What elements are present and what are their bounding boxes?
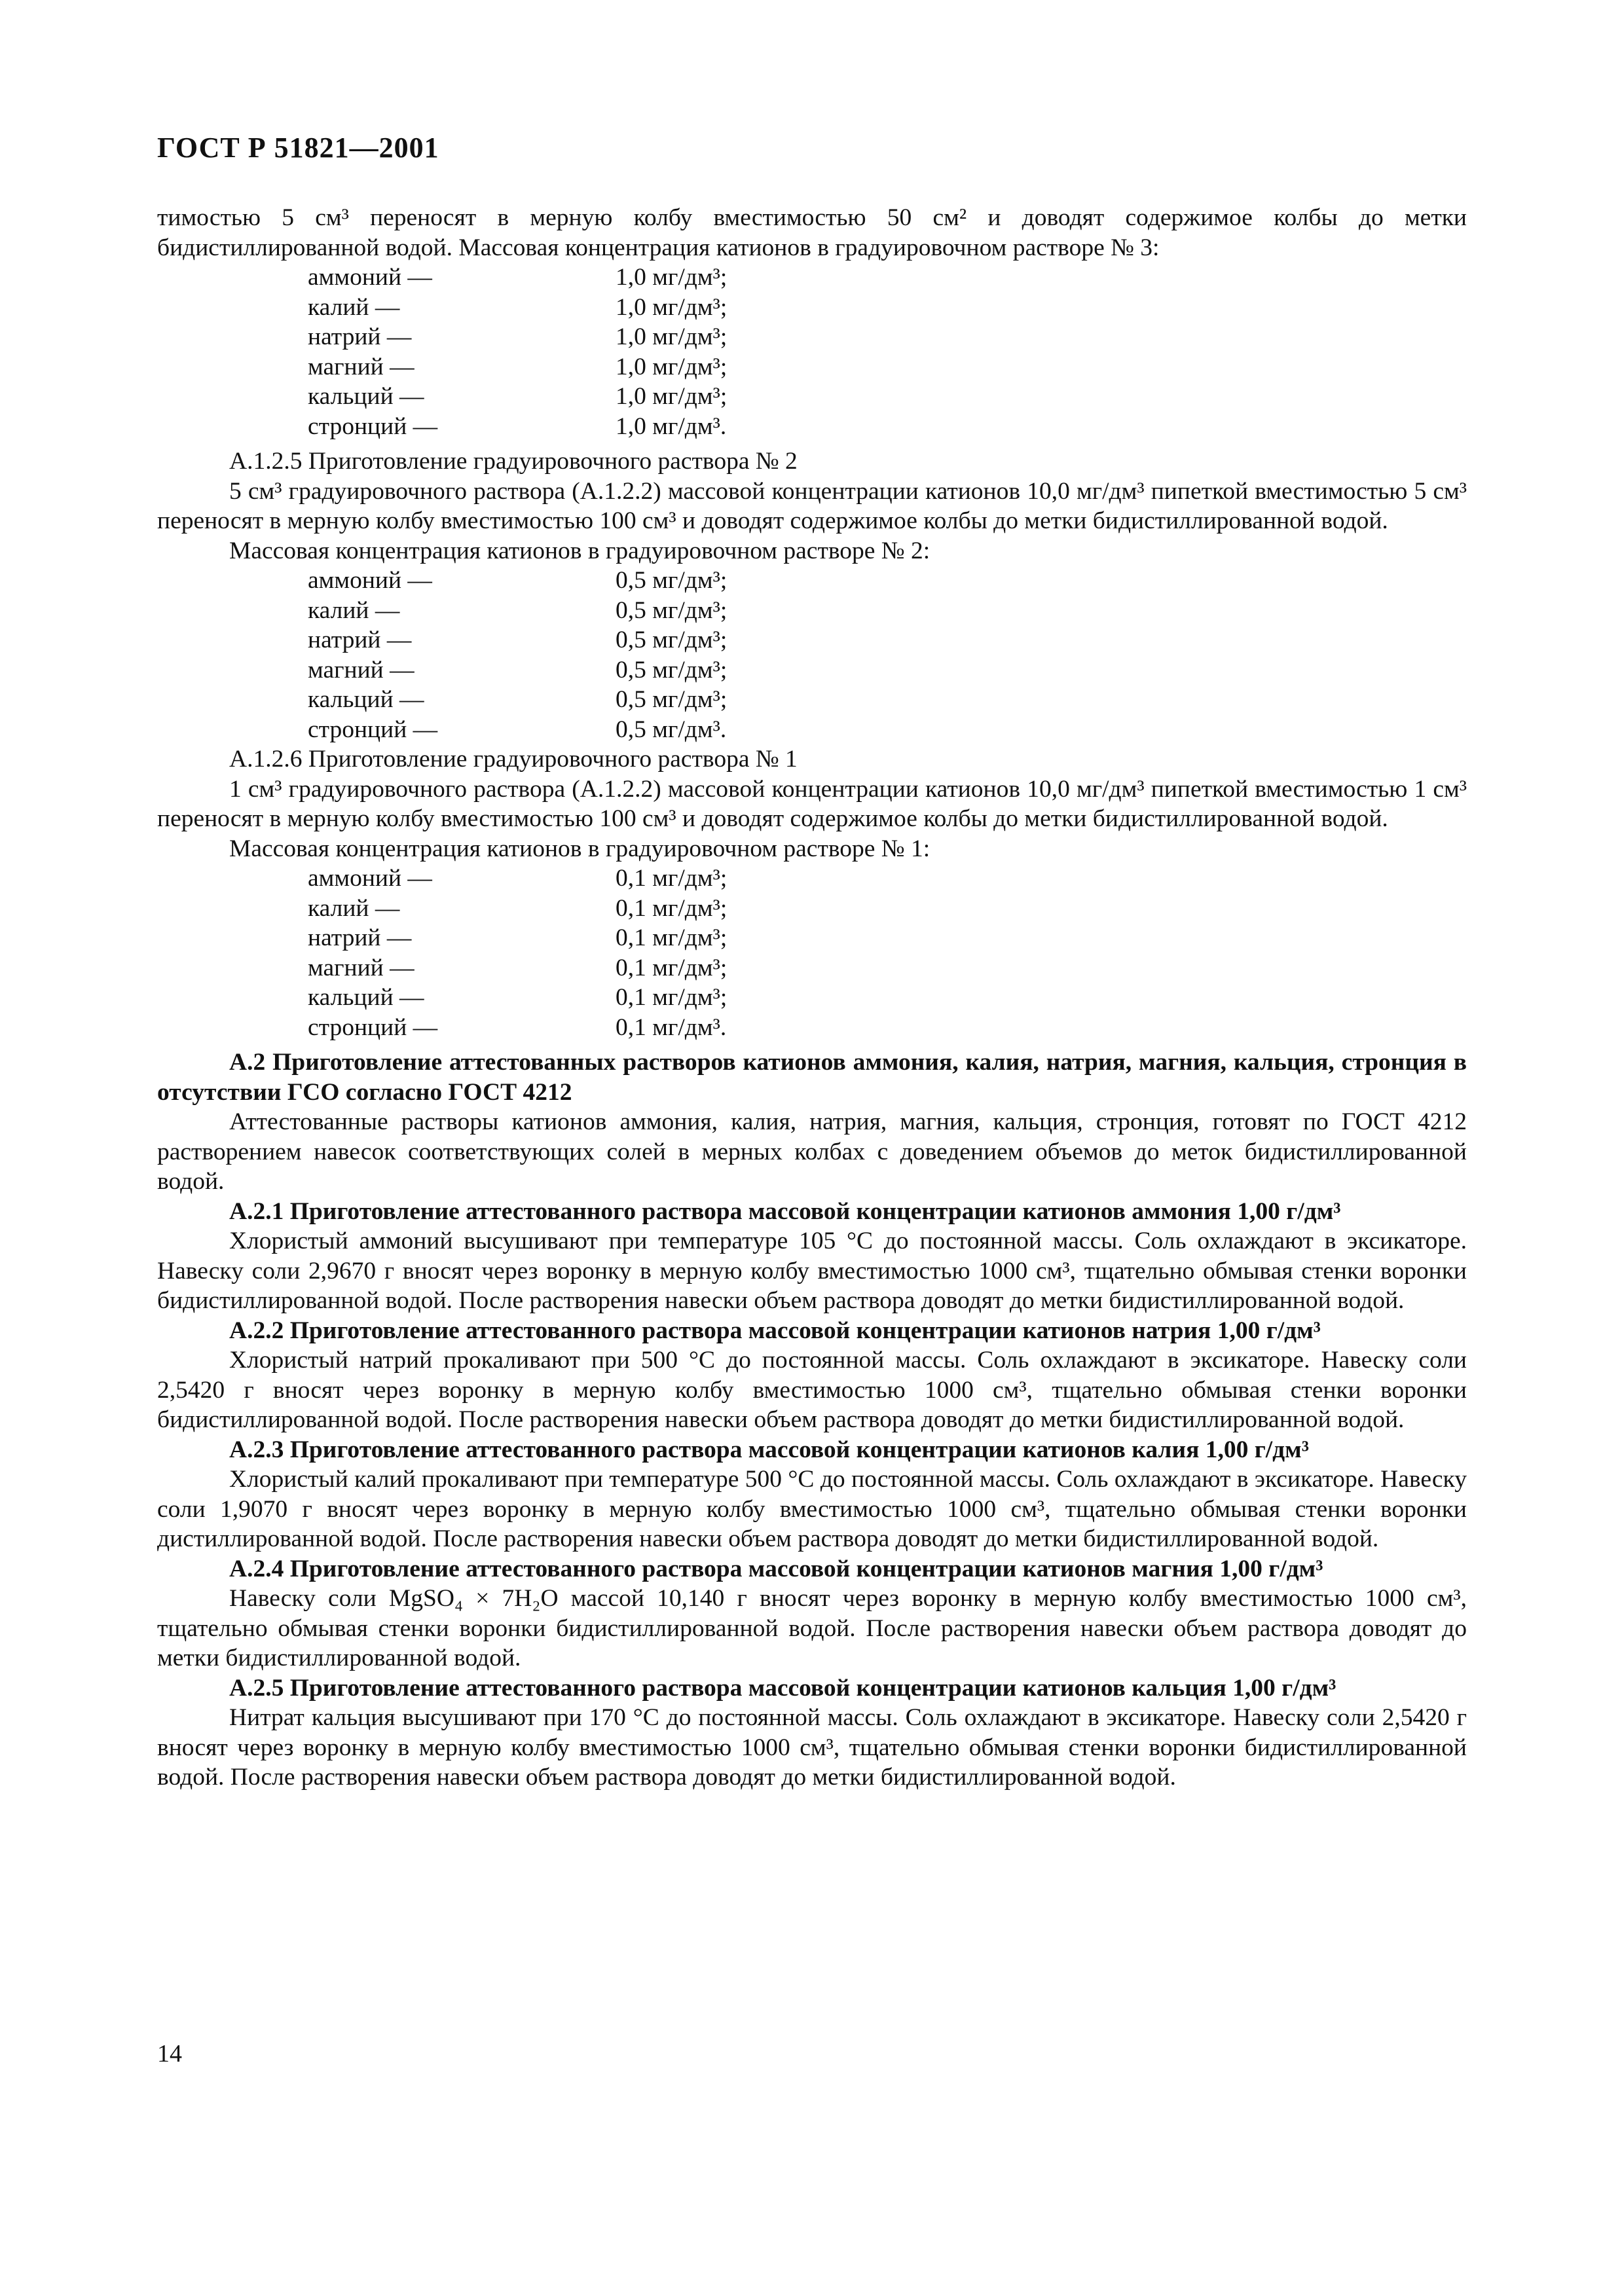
document-body — [157, 203, 1467, 1793]
section-heading-a25: А.2.5 Приготовление аттестованного раствора массовой концентрации катионов кальция 1,00 г/дм³ — [229, 1674, 1336, 1702]
list-item — [157, 864, 1467, 894]
list-item — [157, 596, 1467, 626]
section-heading-a2: А.2 Приготовление аттестованных растворов катионов аммония, калия, натрия, магния, кальция, стронция в отсутствии ГСО согласно ГОСТ 4212 — [157, 1049, 1467, 1106]
cation-value: 1,0 мг/дм³; — [616, 264, 728, 291]
cation-value: 0,1 мг/дм³; — [616, 894, 728, 922]
cation-value: 1,0 мг/дм³; — [616, 293, 728, 321]
cation-name: натрий — — [308, 627, 412, 653]
list-item — [157, 953, 1467, 983]
cation-name: аммоний — — [308, 567, 432, 594]
list-item — [157, 352, 1467, 382]
concentration-list-3 — [157, 263, 1467, 441]
cation-value: 0,1 мг/дм³. — [616, 1013, 727, 1041]
cation-value: 0,5 мг/дм³. — [616, 716, 727, 743]
section-paragraph: Хлористый натрий прокаливают при 500 °С до постоянной массы. Соль охлаждают в эксикаторе. Навеску соли 2,5420 г вносят через воронку в мерную колбу вместимостью 1000 см³, тщательно обмывая стенки воронки бидистиллированной водой. После растворения навески объем раствора доводят до метки бидистиллированной водой. — [157, 1347, 1467, 1433]
cation-value: 0,1 мг/дм³; — [616, 984, 728, 1011]
page-number: 14 — [157, 2040, 182, 2068]
cation-value: 0,5 мг/дм³; — [616, 567, 728, 594]
section-heading-a24: А.2.4 Приготовление аттестованного раствора массовой концентрации катионов магния 1,00 г/дм³ — [229, 1555, 1323, 1582]
cation-name: калий — — [308, 894, 400, 922]
cation-name: кальций — — [308, 383, 424, 410]
list-item — [157, 566, 1467, 596]
list-item — [157, 322, 1467, 352]
cation-name: магний — — [308, 656, 415, 683]
list-item — [157, 923, 1467, 953]
cation-name: аммоний — — [308, 264, 432, 291]
cation-value: 1,0 мг/дм³. — [616, 412, 727, 440]
cation-value: 0,1 мг/дм³; — [616, 954, 728, 981]
cation-value: 0,5 мг/дм³; — [616, 656, 728, 683]
cation-name: стронций — — [308, 716, 438, 743]
list-item — [157, 412, 1467, 442]
list-item — [157, 685, 1467, 715]
cation-value: 1,0 мг/дм³; — [616, 353, 728, 380]
cation-value: 1,0 мг/дм³; — [616, 323, 728, 350]
cation-name: аммоний — — [308, 865, 432, 892]
cation-name: кальций — — [308, 686, 424, 713]
cation-name: магний — — [308, 353, 415, 380]
section-heading: А.1.2.6 Приготовление градуировочного раствора № 1 — [229, 746, 798, 773]
concentration-caption: Массовая концентрация катионов в градуировочном растворе № 2: — [229, 537, 931, 564]
concentration-list-2 — [157, 566, 1467, 744]
section-heading-a23: А.2.3 Приготовление аттестованного раствора массовой концентрации катионов калия 1,00 г/дм³ — [229, 1436, 1309, 1463]
list-item — [157, 655, 1467, 685]
section-heading-a22: А.2.2 Приготовление аттестованного раствора массовой концентрации катионов натрия 1,00 г/дм³ — [229, 1317, 1321, 1344]
document-header: ГОСТ Р 51821—2001 — [157, 132, 439, 164]
list-item — [157, 293, 1467, 323]
list-item — [157, 625, 1467, 655]
section-heading: А.1.2.5 Приготовление градуировочного раствора № 2 — [229, 448, 798, 475]
list-item — [157, 983, 1467, 1013]
list-item — [157, 263, 1467, 293]
cation-name: кальций — — [308, 984, 424, 1011]
list-item — [157, 894, 1467, 924]
cation-name: стронций — — [308, 1013, 438, 1041]
section-heading-a21: А.2.1 Приготовление аттестованного раствора массовой концентрации катионов аммония 1,00 г/дм³ — [229, 1197, 1341, 1225]
cation-name: калий — — [308, 293, 400, 321]
concentration-list-1 — [157, 864, 1467, 1042]
cation-name: калий — — [308, 596, 400, 624]
cation-value: 1,0 мг/дм³; — [616, 383, 728, 410]
list-item — [157, 1013, 1467, 1043]
cation-value: 0,5 мг/дм³; — [616, 686, 728, 713]
section-paragraph: 1 см³ градуировочного раствора (А.1.2.2) массовой концентрации катионов 10,0 мг/дм³ пипеткой вместимостью 1 см³ переносят в мерную колбу вместимостью 100 см³ и доводят содержимое колбы до метки бидистиллированной водой. — [157, 775, 1467, 832]
section-paragraph: Навеску соли MgSO₄ × 7H₂O массой 10,140 г вносят через воронку в мерную колбу вместимостью 1000 см³, тщательно обмывая стенки воронки бидистиллированной водой. После растворения навески объем раствора доводят до метки бидистиллированной водой. — [157, 1585, 1467, 1671]
list-item — [157, 715, 1467, 745]
list-item — [157, 382, 1467, 412]
cation-name: натрий — — [308, 323, 412, 350]
section-paragraph: Хлористый калий прокаливают при температуре 500 °С до постоянной массы. Соль охлаждают в эксикаторе. Навеску соли 1,9070 г вносят через воронку в мерную колбу вместимостью 1000 см³, тщательно обмывая стенки воронки дистиллированной водой. После растворения навески объем раствора доводят до метки бидистиллированной водой. — [157, 1466, 1467, 1552]
cation-value: 0,1 мг/дм³; — [616, 924, 728, 951]
concentration-caption: Массовая концентрация катионов в градуировочном растворе № 1: — [229, 835, 931, 862]
cation-name: стронций — — [308, 412, 438, 440]
cation-name: натрий — — [308, 924, 412, 951]
cation-value: 0,5 мг/дм³; — [616, 627, 728, 653]
section-paragraph: Нитрат кальция высушивают при 170 °С до постоянной массы. Соль охлаждают в эксикаторе. Навеску соли 2,5420 г вносят через воронку в мерную колбу вместимостью 1000 см³, тщательно обмывая стенки воронки бидистиллированной водой. После растворения навески объем раствора доводят до метки бидистиллированной водой. — [157, 1704, 1467, 1791]
section-paragraph: Аттестованные растворы катионов аммония, калия, натрия, магния, кальция, стронция, готовят по ГОСТ 4212 растворением навесок соответствующих солей в мерных колбах с доведением объемов до меток бидистиллированной водой. — [157, 1108, 1467, 1195]
cation-value: 0,5 мг/дм³; — [616, 596, 728, 624]
section-paragraph: 5 см³ градуировочного раствора (А.1.2.2) массовой концентрации катионов 10,0 мг/дм³ пипеткой вместимостью 5 см³ переносят в мерную колбу вместимостью 100 см³ и доводят содержимое колбы до метки бидистиллированной водой. — [157, 477, 1467, 534]
cation-name: магний — — [308, 954, 415, 981]
cation-value: 0,1 мг/дм³; — [616, 865, 728, 892]
intro-paragraph: тимостью 5 см³ переносят в мерную колбу вместимостью 50 см² и доводят содержимое колбы до метки бидистиллированной водой. Массовая концентрация катионов в градуировочном растворе № 3: — [157, 204, 1467, 261]
section-paragraph: Хлористый аммоний высушивают при температуре 105 °С до постоянной массы. Соль охлаждают в эксикаторе. Навеску соли 2,9670 г вносят через воронку в мерную колбу вместимостью 1000 см³, тщательно обмывая стенки воронки бидистиллированной водой. После растворения навески объем раствора доводят до метки бидистиллированной водой. — [157, 1228, 1467, 1314]
